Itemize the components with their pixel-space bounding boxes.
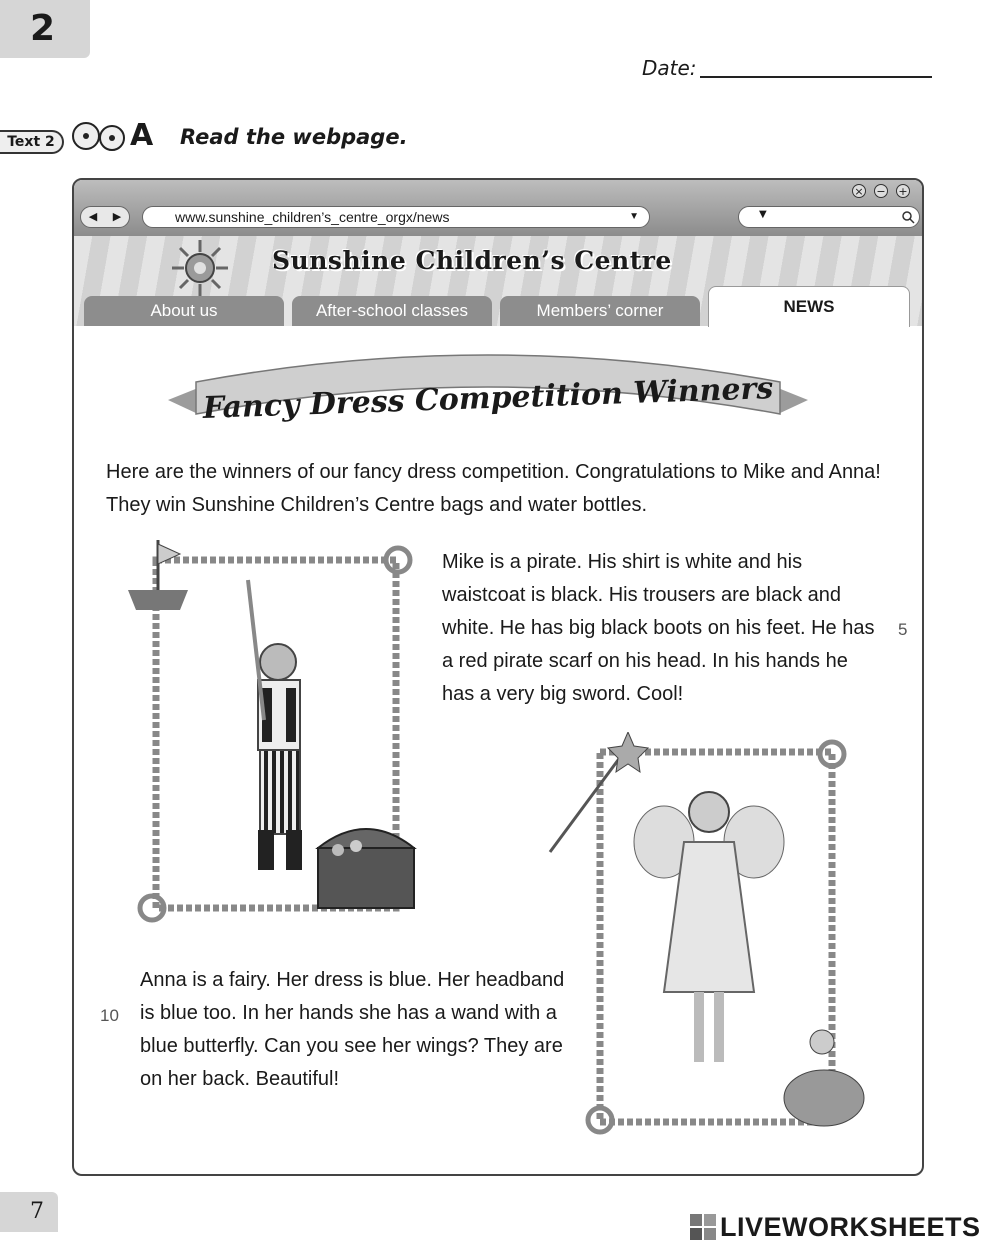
section-letter: A — [130, 118, 154, 153]
anna-paragraph: Anna is a fairy. Her dress is blue. Her headband is blue too. In her hands she has a wand with a blue butterfly. Can you see her wings? They are on her back. Beautiful! — [140, 969, 565, 1090]
intro-paragraph: Here are the winners of our fancy dress competition. Congratulations to Mike and Anna! They win Sunshine Children’s Centre bags and water bottles. — [106, 461, 881, 516]
chevron-down-icon[interactable]: ▼ — [629, 211, 639, 222]
browser-window — [72, 178, 924, 1176]
site-title: Sunshine Children’s Centre — [272, 246, 672, 275]
heading-ribbon — [168, 348, 808, 448]
forward-icon[interactable]: ▶ — [112, 210, 122, 223]
sun-logo — [160, 238, 240, 298]
url-bar[interactable] — [142, 206, 650, 228]
fairy-photo — [544, 732, 894, 1152]
article-heading: Fancy Dress Competition Winners — [202, 371, 774, 426]
minimize-icon[interactable]: − — [874, 184, 888, 198]
instruction: Read the webpage. — [180, 125, 408, 149]
date-label: Date: — [642, 56, 697, 80]
text-badge: Text 2 — [0, 130, 64, 154]
line-number-10: 10 — [100, 1006, 119, 1025]
watermark: LIVEWORKSHEETS — [720, 1212, 981, 1242]
line-number-5: 5 — [898, 620, 908, 639]
back-icon[interactable]: ◀ — [88, 210, 98, 223]
search-input[interactable] — [738, 206, 920, 228]
tab-members-corner[interactable]: Members’ corner — [500, 296, 700, 326]
date-input-line[interactable] — [700, 76, 932, 78]
pirate-photo — [128, 530, 438, 930]
maximize-icon[interactable]: + — [896, 184, 910, 198]
search-icon[interactable] — [901, 210, 915, 224]
chevron-down-icon[interactable]: ▼ — [759, 209, 767, 220]
tab-news[interactable]: NEWS — [708, 286, 910, 327]
mike-paragraph: Mike is a pirate. His shirt is white and his waistcoat is black. His trousers are black and white. He has big black boots on his feet. He has a red pirate scarf on his head. In his hands he has a very big sword. Cool! — [442, 551, 875, 705]
nav-buttons — [80, 206, 130, 228]
browser-toolbar — [74, 180, 922, 236]
close-icon[interactable]: × — [852, 184, 866, 198]
unit-number-tab: 2 — [0, 0, 90, 58]
url-text: www.sunshine_children’s_centre_orgx/news — [175, 209, 450, 225]
audio-cd-icon[interactable] — [70, 119, 128, 153]
liveworksheets-logo-icon — [690, 1214, 718, 1240]
page-number-tab: 7 — [0, 1192, 58, 1232]
tab-after-school-classes[interactable]: After-school classes — [292, 296, 492, 326]
tab-about-us[interactable]: About us — [84, 296, 284, 326]
